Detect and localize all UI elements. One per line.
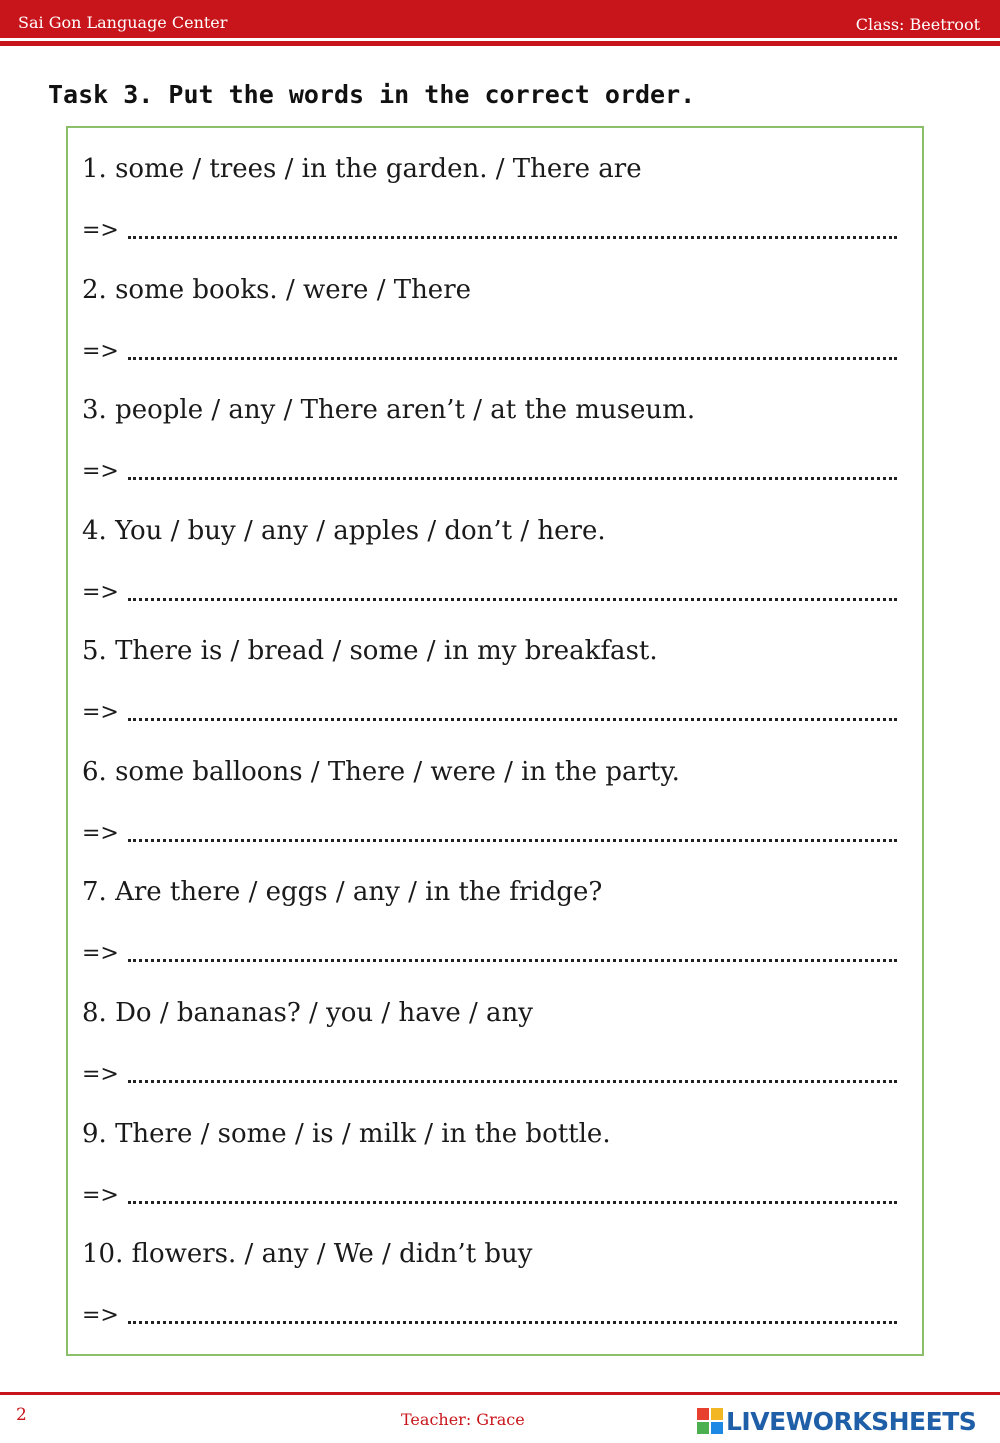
dotted-answer-line	[128, 477, 897, 480]
answer-prefix: =>	[82, 218, 119, 243]
answer-prefix: =>	[82, 1183, 119, 1208]
answer-line-1[interactable]	[82, 218, 897, 248]
liveworksheets-brand[interactable]	[697, 1404, 976, 1438]
dotted-answer-line	[128, 959, 897, 962]
answer-prefix: =>	[82, 1062, 119, 1087]
answer-prefix: =>	[82, 941, 119, 966]
question-7: 7. Are there / eggs / any / in the fridge?	[82, 877, 603, 907]
answer-line-10[interactable]	[82, 1303, 897, 1333]
dotted-answer-line	[128, 1321, 897, 1324]
answer-line-9[interactable]	[82, 1183, 897, 1213]
answer-line-7[interactable]	[82, 941, 897, 971]
question-2: 2. some books. / were / There	[82, 275, 472, 305]
dotted-answer-line	[128, 598, 897, 601]
footer-rule	[0, 1392, 1000, 1395]
answer-line-3[interactable]	[82, 459, 897, 489]
question-3: 3. people / any / There aren’t / at the museum.	[82, 395, 696, 425]
dotted-answer-line	[128, 839, 897, 842]
question-1: 1. some / trees / in the garden. / There are	[82, 154, 642, 184]
teacher-name: Teacher: Grace	[401, 1410, 525, 1429]
dotted-answer-line	[128, 718, 897, 721]
answer-line-2[interactable]	[82, 339, 897, 369]
brand-text: LIVEWORKSHEETS	[726, 1406, 977, 1436]
question-8: 8. Do / bananas? / you / have / any	[82, 998, 533, 1028]
answer-line-6[interactable]	[82, 821, 897, 851]
class-name: Class: Beetroot	[855, 15, 980, 34]
question-6: 6. some balloons / There / were / in the party.	[82, 757, 680, 787]
school-name: Sai Gon Language Center	[18, 13, 228, 32]
header-rule	[0, 41, 1000, 46]
answer-prefix: =>	[82, 580, 119, 605]
answer-prefix: =>	[82, 339, 119, 364]
dotted-answer-line	[128, 1201, 897, 1204]
question-10: 10. flowers. / any / We / didn’t buy	[82, 1239, 533, 1269]
dotted-answer-line	[128, 1080, 897, 1083]
question-4: 4. You / buy / any / apples / don’t / here.	[82, 516, 606, 546]
answer-prefix: =>	[82, 821, 119, 846]
dotted-answer-line	[128, 357, 897, 360]
answer-prefix: =>	[82, 700, 119, 725]
dotted-answer-line	[128, 236, 897, 239]
answer-prefix: =>	[82, 459, 119, 484]
answer-line-4[interactable]	[82, 580, 897, 610]
task-title: Task 3. Put the words in the correct order.	[48, 80, 696, 109]
question-9: 9. There / some / is / milk / in the bottle.	[82, 1119, 611, 1149]
answer-line-8[interactable]	[82, 1062, 897, 1092]
answer-prefix: =>	[82, 1303, 119, 1328]
answer-line-5[interactable]	[82, 700, 897, 730]
page-number: 2	[16, 1405, 27, 1425]
task-box	[66, 126, 924, 1356]
liveworksheets-logo-icon	[697, 1408, 723, 1434]
question-5: 5. There is / bread / some / in my breakfast.	[82, 636, 658, 666]
